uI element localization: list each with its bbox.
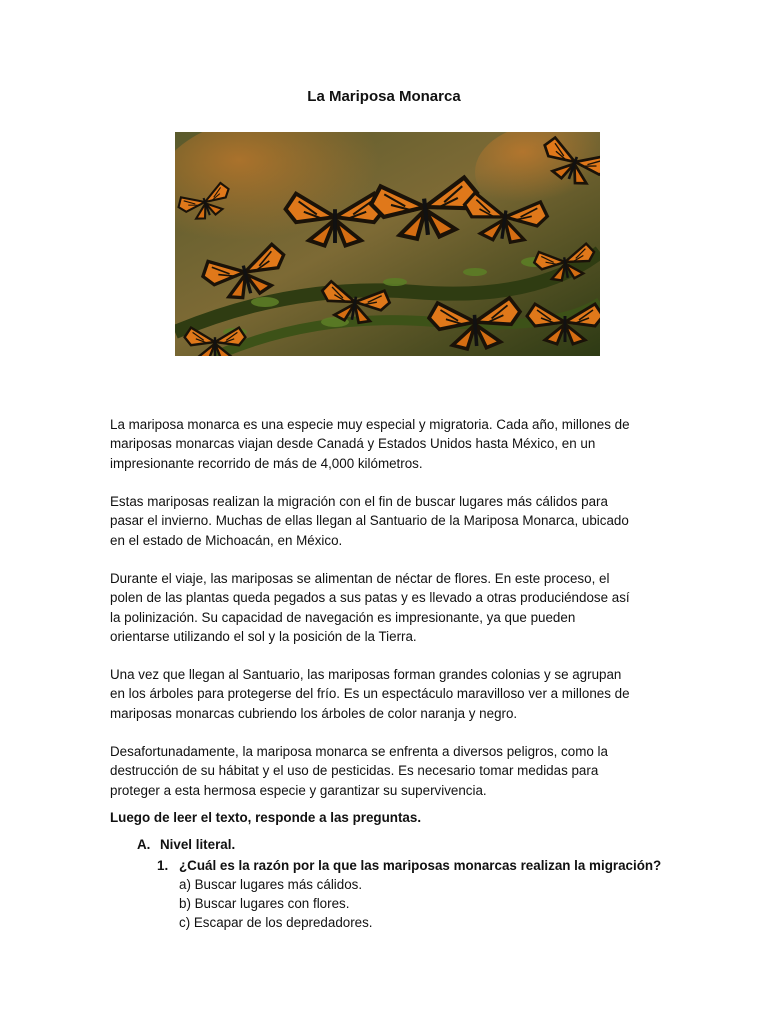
option-b: b) Buscar lugares con flores. (179, 896, 350, 911)
paragraph-line: mariposas monarcas viajan desde Canadá y Estados Unidos hasta México, en un (110, 436, 596, 452)
section-label: Nivel literal. (160, 837, 236, 852)
paragraph-line: Una vez que llegan al Santuario, las mariposas forman grandes colonias y se agrupan (110, 667, 622, 682)
question-number: 1. (157, 858, 169, 873)
option-c: c) Escapar de los depredadores. (179, 915, 373, 930)
butterflies-illustration (175, 132, 600, 356)
paragraph-line: en el estado de Michoacán, en México. (110, 532, 343, 548)
paragraph-4 (110, 665, 670, 723)
paragraph-line: Estas mariposas realizan la migración con el fin de buscar lugares más cálidos para (110, 494, 608, 509)
paragraph-line: mariposas monarcas cubriendo los árboles de color naranja y negro. (110, 705, 518, 721)
paragraph-line: Durante el viaje, las mariposas se alimentan de néctar de flores. En este proceso, el (110, 571, 610, 586)
paragraph-line: La mariposa monarca es una especie muy especial y migratoria. Cada año, millones de (110, 417, 630, 432)
paragraph-5 (110, 742, 670, 800)
option-a: a) Buscar lugares más cálidos. (179, 877, 363, 892)
paragraph-3 (110, 569, 670, 646)
instructions: Luego de leer el texto, responde a las preguntas. (110, 810, 422, 825)
paragraph-1 (110, 415, 670, 473)
paragraph-2 (110, 492, 670, 550)
paragraph-line: polen de las plantas queda pegados a sus patas y es llevado a otras produciéndose así (110, 590, 630, 606)
paragraph-line: impresionante recorrido de más de 4,000 kilómetros. (110, 455, 423, 471)
paragraph-line: en los árboles para protegerse del frío. Es un espectáculo maravilloso ver a millones de (110, 686, 630, 702)
paragraph-line: la polinización. Su capacidad de navegación es impresionante, ya que pueden (110, 609, 576, 625)
paragraph-line: proteger a esta hermosa especie y garantizar su supervivencia. (110, 782, 487, 798)
paragraph-line: destrucción de su hábitat y el uso de pesticidas. Es necesario tomar medidas para (110, 763, 599, 779)
section-heading (137, 837, 235, 852)
question-1 (157, 858, 661, 873)
monarch-butterflies-photo (175, 132, 600, 356)
section-marker: A. (137, 837, 151, 852)
paragraph-line: Desafortunadamente, la mariposa monarca se enfrenta a diversos peligros, como la (110, 744, 608, 759)
question-text: ¿Cuál es la razón por la que las mariposas monarcas realizan la migración? (179, 858, 662, 873)
paragraph-line: pasar el invierno. Muchas de ellas llegan al Santuario de la Mariposa Monarca, ubicado (110, 513, 629, 529)
document-title: La Mariposa Monarca (307, 88, 461, 105)
paragraph-line: orientarse utilizando el sol y la posición de la Tierra. (110, 628, 417, 644)
